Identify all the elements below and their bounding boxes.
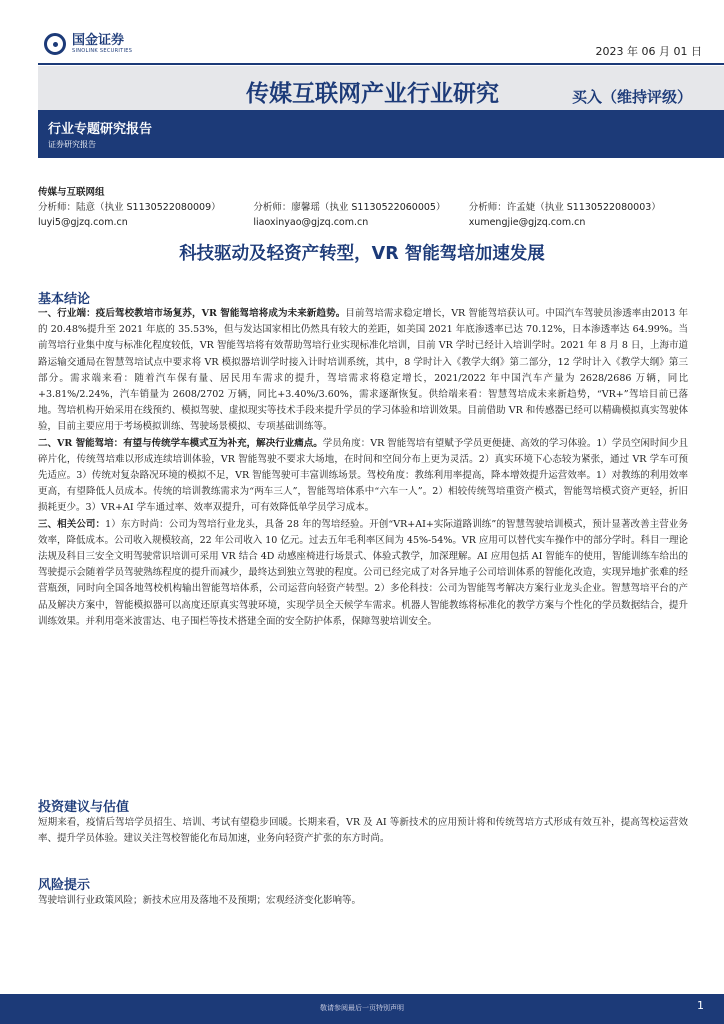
section-title-risk: 风险提示 <box>38 878 91 893</box>
page-number: 1 <box>697 999 704 1012</box>
analyst-2-email[interactable]: liaoxinyao@gjzq.com.cn <box>253 217 369 228</box>
risk-body <box>38 893 688 909</box>
analyst-2 <box>253 200 468 230</box>
footer-disclaimer: 敬请参阅最后一页特别声明 <box>320 1004 404 1012</box>
analyst-1-email[interactable]: luyi5@gjzq.com.cn <box>38 217 128 228</box>
section-title-conclusion: 基本结论 <box>38 292 91 307</box>
paragraph-industry-lead: 一、行业端：疫后驾校教培市场复苏，VR 智能驾培将成为未来新趋势。 <box>38 308 346 319</box>
report-headline: 科技驱动及轻资产转型，VR 智能驾培加速发展 <box>179 244 545 264</box>
paragraph-vr-text: 学员角度：VR 智能驾培有望赋予学员更便捷、高效的学习体验。1）学员空闲时间少且碎片化，传统驾培难以形成连续培训体验，VR 智能驾驶不要求大场地，在时间和空间分布上更为灵活。2）真实环境下心态较为紧张，通过 VR 学车可预先适应。3）传统对复杂路况环境的模拟不足，VR 智能驾驶可丰富训练场景。驾校角度：教练利用率提高，降本增效提升运营效率。1）对教练的利用效率更高，有望降低人员成本。传统的培训教练需求为“两车三人”，智能驾培体系中“六车一人”。2）相较传统驾培重资产模式，智能驾培模式资产更轻，折旧损耗更少。3）VR+AI 学车通过率、效率双提升，可有效降低单学员学习成本。 <box>38 437 688 514</box>
paragraph-companies-text: 1）东方时尚：公司为驾培行业龙头，具备 28 年的驾培经验。开创“VR+AI+实际道路训练”的智慧驾驶培训模式，预计显著改善主营业务效率，降低成本。公司收入规模较高，22 年公司收入 10 亿元。过去五年毛利率区间为 45%-54%。VR 应用可以替代实车操作中的部分学时。科目一理论法规及科目三安全文明驾驶常识培训可采用 VR 结合 4D 动感座椅进行场景式、体验式教学，加深理解。AI 应用包括 AI 智能车的使用，智能训练车给出的驾驶提示会随着学员驾驶熟练程度的提升而减少，最终达到独立驾驶的程度。公司已经完成了对各异地子公司培训体系的智能化改造，实现异地扩张难的经营瓶颈，同时向全国各地驾校机构输出智能驾培体系，公司运营向轻资产转型。2）多伦科技：公司为智能驾考解决方案行业龙头企业。智慧驾培平台的产品及解决方案中，智能模拟器可以高度还原真实驾驶环境，实现学员全天候学车需求。机器人智能教练将标准化的教学方案与个性化的学员数据结合，提升训练效果。并利用毫米波雷达、电子围栏等技术搭建全面的安全防护体系，保障驾驶培训安全。 <box>38 518 688 627</box>
analyst-3-name: 分析师：许孟婕（执业 S1130522080003） <box>468 202 661 213</box>
advice-body <box>38 815 688 847</box>
paragraph-vr <box>38 436 688 517</box>
header-rule <box>38 63 724 65</box>
report-subtype: 证券研究报告 <box>48 140 96 149</box>
advice-text: 短期来看，疫情后驾培学员招生、培训、考试有望稳步回暖。长期来看，VR 及 AI 等新技术的应用预计将和传统驾培方式形成有效互补，提高驾校运营效率、提升学员体验。建议关注驾校智能化布局加速，业务向轻资产扩张的东方时尚。 <box>38 817 688 845</box>
report-header <box>0 0 724 158</box>
paragraph-companies <box>38 517 688 630</box>
analyst-1-name: 分析师：陆意（执业 S1130522080009） <box>38 202 221 213</box>
analyst-3-email[interactable]: xumengjie@gjzq.com.cn <box>468 217 586 228</box>
logo-name-en: SINOLINK SECURITIES <box>72 48 133 54</box>
analyst-block <box>38 184 688 230</box>
paragraph-industry <box>38 306 688 436</box>
report-title: 传媒互联网产业行业研究 <box>246 81 499 107</box>
report-date: 2023 年 06 月 01 日 <box>595 45 702 58</box>
company-logo <box>44 33 132 55</box>
paragraph-industry-text: 目前驾培需求稳定增长，VR 智能驾培获认可。中国汽车驾驶员渗透率由2013 年的 20.48%提升至 2021 年底的 35.53%，但与发达国家相比仍然具有较大的差距，如美国 2021 年底渗透率已达 70.12%，日本渗透率达 64.99%。当前驾培行业集中度与标准化程度较低，VR 智能驾培将有效帮助驾培行业实现标准化培训，目前 VR 学时已经计入培训学时。2021 年 8 月 8 日，上海市道路运输交通局在智慧驾培试点中要求将 VR 模拟器培训学时接入计时培训系统，其中，8 学时计入《教学大纲》第二部分，12 学时计入《教学大纲》第三部分。需求端来看：随着汽车保有量、居民用车需求的提升，驾培需求将稳定增长，2021/2022 年中国汽车产量为 2628/2686 万辆，同比+3.81%/2.24%，汽车销量为 2608/2702 万辆，同比+3.40%/3.60%，需求逐渐恢复。供给端来看：智慧驾培成未来新趋势，“VR+”驾培目前已落地。驾培机构开始采用在线预约、模拟驾驶、虚拟现实等技术手段来提升学员的学习体验和培训效果。目前借助 VR 和传感器已经可以精确模拟真实驾驶体验，目前主要应用于考场模拟训练、驾驶场景模拟、专项基础训练等。 <box>38 308 688 433</box>
industry-group: 传媒与互联网组 <box>38 187 105 198</box>
logo-icon <box>44 33 66 55</box>
logo-name-cn: 国金证券 <box>72 33 125 48</box>
analyst-2-name: 分析师：廖馨瑶（执业 S1130522060005） <box>253 202 446 213</box>
report-type: 行业专题研究报告 <box>48 122 153 137</box>
rating-badge: 买入（维持评级） <box>572 88 693 106</box>
paragraph-vr-lead: 二、VR 智能驾培：有望与传统学车模式互为补充，解决行业痛点。 <box>38 437 323 449</box>
section-title-advice: 投资建议与估值 <box>38 800 130 815</box>
risk-text: 驾驶培训行业政策风险；新技术应用及落地不及预期；宏观经济变化影响等。 <box>38 895 362 906</box>
analyst-1 <box>38 200 253 230</box>
paragraph-companies-lead: 三、相关公司： <box>38 518 106 530</box>
conclusion-body <box>38 306 688 630</box>
analyst-3 <box>469 200 688 230</box>
